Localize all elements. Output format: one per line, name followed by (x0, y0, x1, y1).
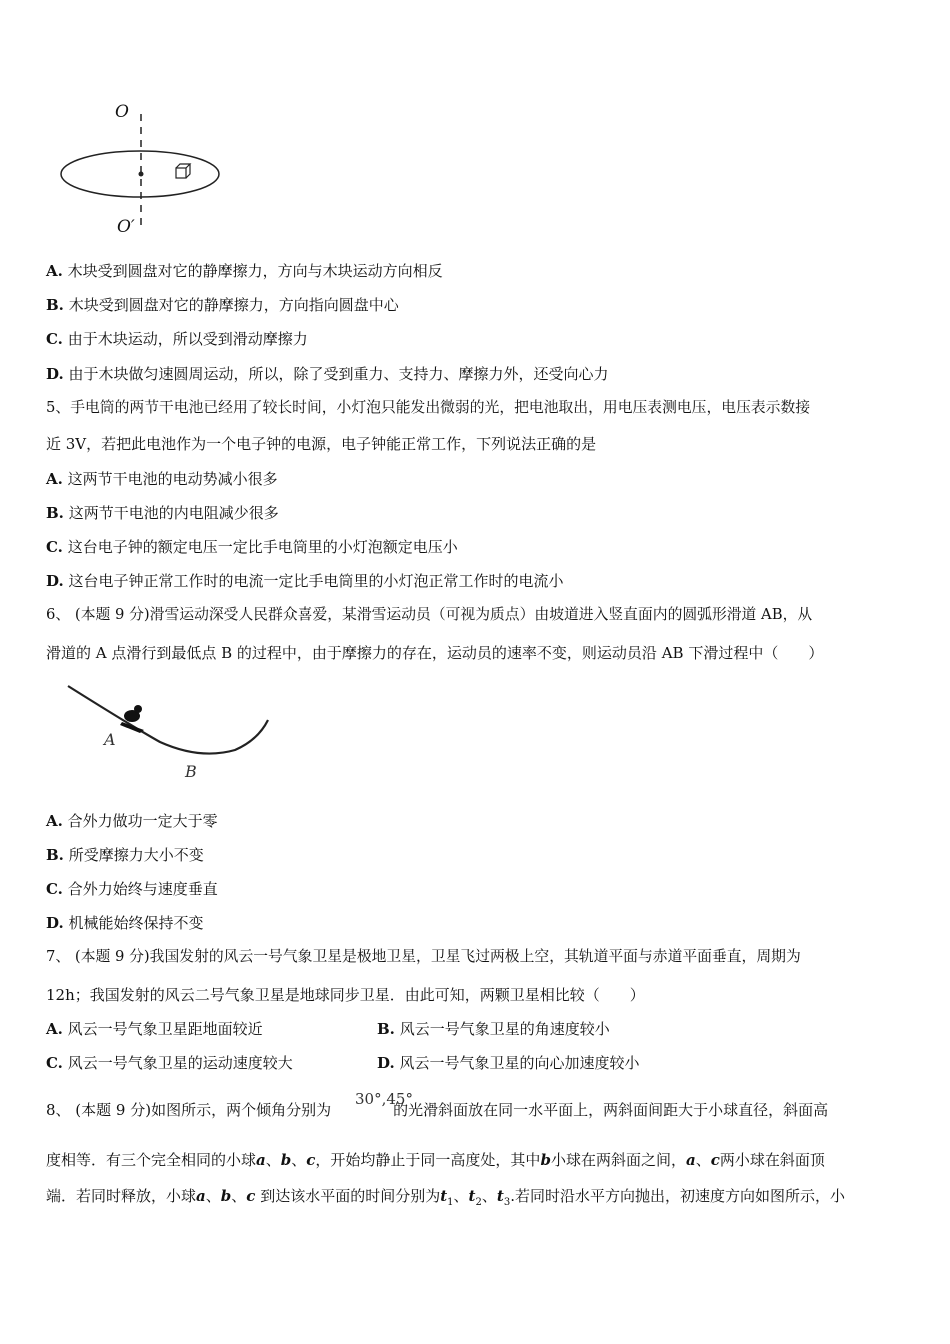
q8-stem-line1: 8、 (本题 9 分)如图所示，两个倾角分别为 的光滑斜面放在同一水平面上，两斜面间距大于小球直径，斜面高 (46, 1101, 829, 1119)
q6-stem-line2: 滑道的 A 点滑行到最低点 B 的过程中，由于摩擦力的存在，运动员的速率不变，则运动员沿 AB 下滑过程中（ ） (46, 644, 824, 662)
q7-stem-line1: 7、 (本题 9 分)我国发射的风云一号气象卫星是极地卫星，卫星飞过两极上空，其轨道平面与赤道平面垂直，周期为 (46, 948, 801, 965)
q5-option-c: C. 这台电子钟的额定电压一定比手电筒里的小灯泡额定电压小 (46, 538, 458, 556)
axis-label-o: O (115, 102, 129, 122)
ski-slope-figure (60, 680, 275, 785)
q5-option-d: D. 这台电子钟正常工作时的电流一定比手电筒里的小灯泡正常工作时的电流小 (46, 572, 564, 590)
q5-option-b: B. 这两节干电池的内电阻减少很多 (46, 504, 279, 522)
disk-figure (55, 100, 230, 240)
q8-angles: 30°,45° (355, 1090, 413, 1108)
q5-option-a: A. 这两节干电池的电动势减小很多 (46, 470, 278, 488)
q7-option-b: B. 风云一号气象卫星的角速度较小 (377, 1020, 610, 1038)
q5-stem-line1: 5、手电筒的两节干电池已经用了较长时间，小灯泡只能发出微弱的光，把电池取出，用电压表测电压，电压表示数接 (46, 399, 811, 416)
q6-option-c: C. 合外力始终与速度垂直 (46, 880, 218, 898)
q5-stem-line2: 近 3V，若把此电池作为一个电子钟的电源，电子钟能正常工作，下列说法正确的是 (46, 435, 597, 453)
q8-stem-line2: 度相等．有三个完全相同的小球a、b、c，开始均静止于同一高度处，其中b小球在两斜面之间，a、c两小球在斜面顶 (46, 1151, 825, 1169)
q6-stem-line1: 6、 (本题 9 分)滑雪运动深受人民群众喜爱，某滑雪运动员（可视为质点）由坡道进入竖直面内的圆弧形滑道 AB，从 (46, 606, 813, 623)
q7-stem-line2: 12h；我国发射的风云二号气象卫星是地球同步卫星．由此可知，两颗卫星相比较（ ） (46, 986, 645, 1004)
q4-option-c: C. 由于木块运动，所以受到滑动摩擦力 (46, 330, 308, 348)
slope-point-b: B (185, 762, 197, 781)
q7-option-c: C. 风云一号气象卫星的运动速度较大 (46, 1054, 293, 1072)
slope-point-a: A (104, 730, 116, 749)
q4-option-b: B. 木块受到圆盘对它的静摩擦力，方向指向圆盘中心 (46, 296, 399, 314)
q4-option-a: A. 木块受到圆盘对它的静摩擦力，方向与木块运动方向相反 (46, 262, 443, 280)
q8-stem-line3: 端．若同时释放，小球a、b、c 到达该水平面的时间分别为$t_1$、$t_2$、$t_3$.若同时沿水平方向抛出，初速度方向如图所示，小 (46, 1187, 845, 1208)
q6-option-d: D. 机械能始终保持不变 (46, 914, 204, 932)
q6-option-b: B. 所受摩擦力大小不变 (46, 846, 204, 864)
q7-option-d: D. 风云一号气象卫星的向心加速度较小 (377, 1054, 640, 1072)
axis-label-o-prime: O′ (117, 217, 135, 237)
q6-option-a: A. 合外力做功一定大于零 (46, 812, 218, 830)
q4-option-d: D. 由于木块做匀速圆周运动，所以，除了受到重力、支持力、摩擦力外，还受向心力 (46, 365, 609, 383)
q7-option-a: A. 风云一号气象卫星距地面较近 (46, 1020, 263, 1038)
